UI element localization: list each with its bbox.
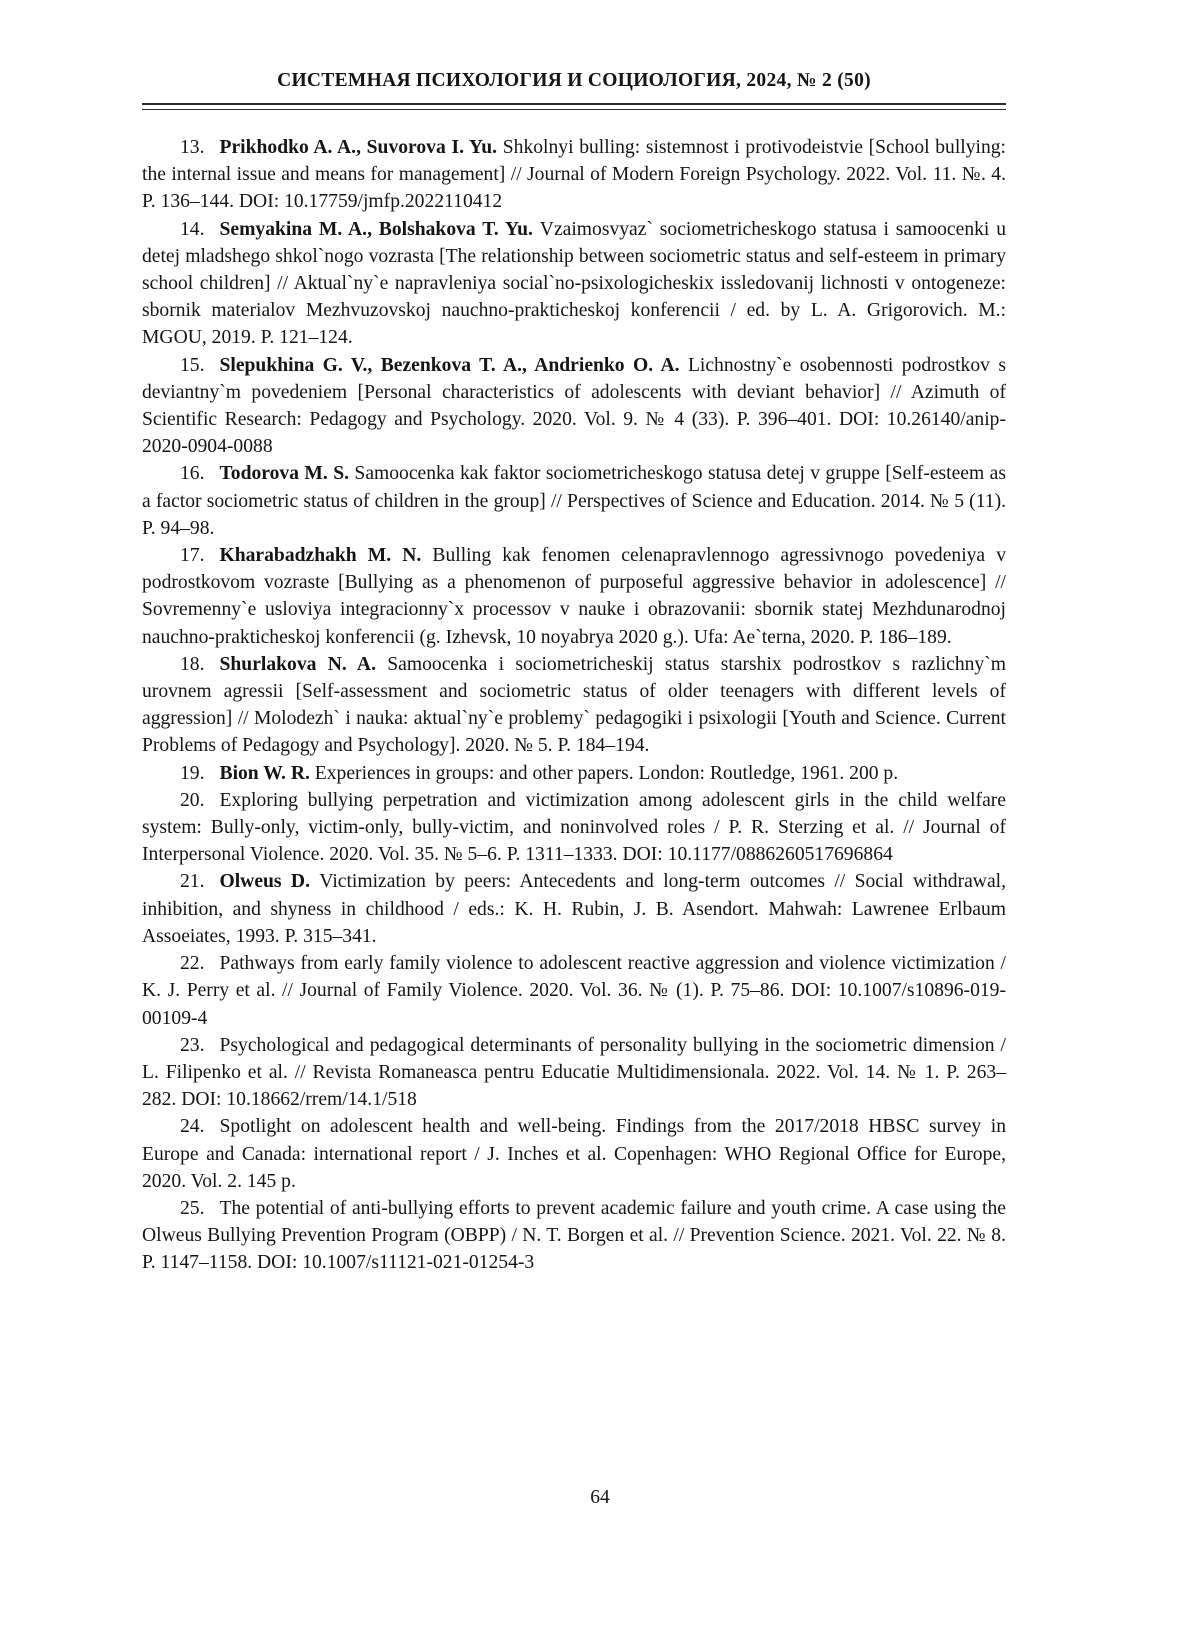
reference-text: Victimization by peers: Antecedents and long-term outcomes // Social withdrawal, inhibition, and shyness in childhood / eds.: K. H. Rubin, J. B. Asendort. Mahwah: Lawrenee Erlbaum Assoeiates, 1993. P. 315–341. xyxy=(142,871,1006,947)
reference-text: Shkolnyi bulling: sistemnost i protivodeistvie [School bullying: the internal issue and means for management] // Journal of Modern Foreign Psychology. 2022. Vol. 11. №. 4. P. 136–144. DOI: 10.17759/jmfp.2022110412 xyxy=(142,137,1007,213)
reference-authors: Kharabadzhakh M. N. xyxy=(219,545,433,567)
reference-number: 25. xyxy=(180,1197,205,1219)
reference-number: 19. xyxy=(180,762,205,784)
reference-item xyxy=(142,868,1006,950)
reference-number: 21. xyxy=(180,871,205,893)
reference-item xyxy=(142,651,1006,760)
reference-text: Spotlight on adolescent health and well-being. Findings from the 2017/2018 HBSC survey in Europe and Canada: international report / J. Inches et al. Copenhagen: WHO Regional Office for Europe, 2020. Vol. 2. 145 p. xyxy=(142,1116,1006,1192)
reference-authors: Todorova M. S. xyxy=(219,463,355,485)
reference-number: 13. xyxy=(180,137,205,158)
reference-text: Pathways from early family violence to adolescent reactive aggression and violence victimization / K. J. Perry et al. // Journal of Family Violence. 2020. Vol. 36. № (1). P. 75–86. DOI: 10.1007/s10896-019-00109-4 xyxy=(142,953,1006,1029)
reference-text: Bulling kak fenomen celenapravlennogo agressivnogo povedeniya v podrostkovom vozraste [Bullying as a phenomenon of purposeful aggressive behavior in adolescence] // Sovremenny`e usloviya integracionny`x processov v nauke i obrazovanii: sbornik statej Mezhdunarodnoj nauchno-prakticheskoj konferencii (g. Izhevsk, 10 noyabrya 2020 g.). Ufa: Ae`terna, 2020. P. 186–189. xyxy=(142,545,1007,648)
reference-text: Samoocenka kak faktor sociometricheskogo statusa detej v gruppe [Self-esteem as a factor sociometric status of children in the group] // Perspectives of Science and Education. 2014. № 5 (11). P. 94–98. xyxy=(142,463,1006,539)
page-header xyxy=(142,70,1006,110)
journal-title: СИСТЕМНАЯ ПСИХОЛОГИЯ И СОЦИОЛОГИЯ, 2024, № 2 (50) xyxy=(277,70,871,91)
reference-item xyxy=(142,787,1006,869)
references-list xyxy=(142,134,1006,1277)
reference-item xyxy=(142,216,1006,352)
reference-number: 14. xyxy=(180,218,205,240)
reference-text: Vzaimosvyaz` sociometricheskogo statusa i samoocenki u detej mladshego shkol`nogo vozrasta [The relationship between sociometric status and self-esteem in primary school children] // Aktual`ny`e napravleniya social`no-psixologicheskix issledovanij lichnosti v ontogeneze: sbornik materialov Mezhvuzovskoj nauchno-prakticheskoj konferencii / ed. by L. A. Grigorovich. M.: MGOU, 2019. P. 121–124. xyxy=(142,218,1006,349)
reference-authors: Semyakina M. A., Bolshakova T. Yu. xyxy=(219,218,540,240)
reference-text: Lichnostny`e osobennosti podrostkov s deviantny`m povedeniem [Personal characteristics of adolescents with deviant behavior] // Azimuth of Scientific Research: Pedagogy and Psychology. 2020. Vol. 9. № 4 (33). P. 396–401. DOI: 10.26140/anip-2020-0904-0088 xyxy=(142,354,1006,458)
reference-authors: Shurlakova N. A. xyxy=(219,653,388,675)
page-number: 64 xyxy=(590,1487,610,1508)
reference-authors: Prikhodko A. A., Suvorova I. Yu. xyxy=(219,137,503,158)
reference-item xyxy=(142,134,1006,216)
reference-item xyxy=(142,542,1006,651)
reference-number: 18. xyxy=(180,653,205,675)
reference-item xyxy=(142,1113,1006,1195)
reference-item xyxy=(142,460,1006,542)
reference-item xyxy=(142,950,1006,1032)
reference-number: 22. xyxy=(180,953,205,975)
reference-text: Experiences in groups: and other papers. London: Routledge, 1961. 200 p. xyxy=(314,762,899,784)
header-double-rule xyxy=(142,103,1006,110)
reference-authors: Olweus D. xyxy=(219,871,320,893)
reference-text: The potential of anti-bullying efforts to prevent academic failure and youth crime. A case using the Olweus Bullying Prevention Program (OBPP) / N. T. Borgen et al. // Prevention Science. 2021. Vol. 22. № 8. P. 1147–1158. DOI: 10.1007/s11121-021-01254-3 xyxy=(142,1197,1006,1274)
reference-number: 24. xyxy=(180,1116,205,1138)
reference-number: 16. xyxy=(180,463,205,485)
reference-number: 15. xyxy=(180,354,205,376)
reference-text: Psychological and pedagogical determinants of personality bullying in the sociometric dimension / L. Filipenko et al. // Revista Romaneasca pentru Educatie Multidimensionala. 2022. Vol. 14. № 1. P. 263–282. DOI: 10.18662/rrem/14.1/518 xyxy=(142,1034,1006,1111)
reference-authors: Bion W. R. xyxy=(219,762,315,784)
reference-item xyxy=(142,1195,1006,1277)
reference-authors: Slepukhina G. V., Bezenkova T. A., Andrienko O. A. xyxy=(219,354,688,376)
reference-item xyxy=(142,352,1006,461)
reference-text: Samoocenka i sociometricheskij status starshix podrostkov s razlichny`m urovnem agressii [Self-assessment and sociometric status of older teenagers with different levels of aggression] // Molodezh` i nauka: aktual`ny`e problemy` pedagogiki i psixologii [Youth and Science. Current Problems of Pedagogy and Psychology]. 2020. № 5. P. 184–194. xyxy=(142,653,1006,757)
reference-text: Exploring bullying perpetration and victimization among adolescent girls in the child welfare system: Bully-only, victim-only, bully-victim, and noninvolved roles / P. R. Sterzing et al. // Journal of Interpersonal Violence. 2020. Vol. 35. № 5–6. P. 1311–1333. DOI: 10.1177/0886260517696864 xyxy=(142,789,1006,866)
reference-item xyxy=(142,1032,1006,1114)
reference-item xyxy=(142,760,1006,787)
reference-number: 20. xyxy=(180,789,205,811)
reference-number: 23. xyxy=(180,1034,205,1056)
reference-number: 17. xyxy=(180,545,205,567)
